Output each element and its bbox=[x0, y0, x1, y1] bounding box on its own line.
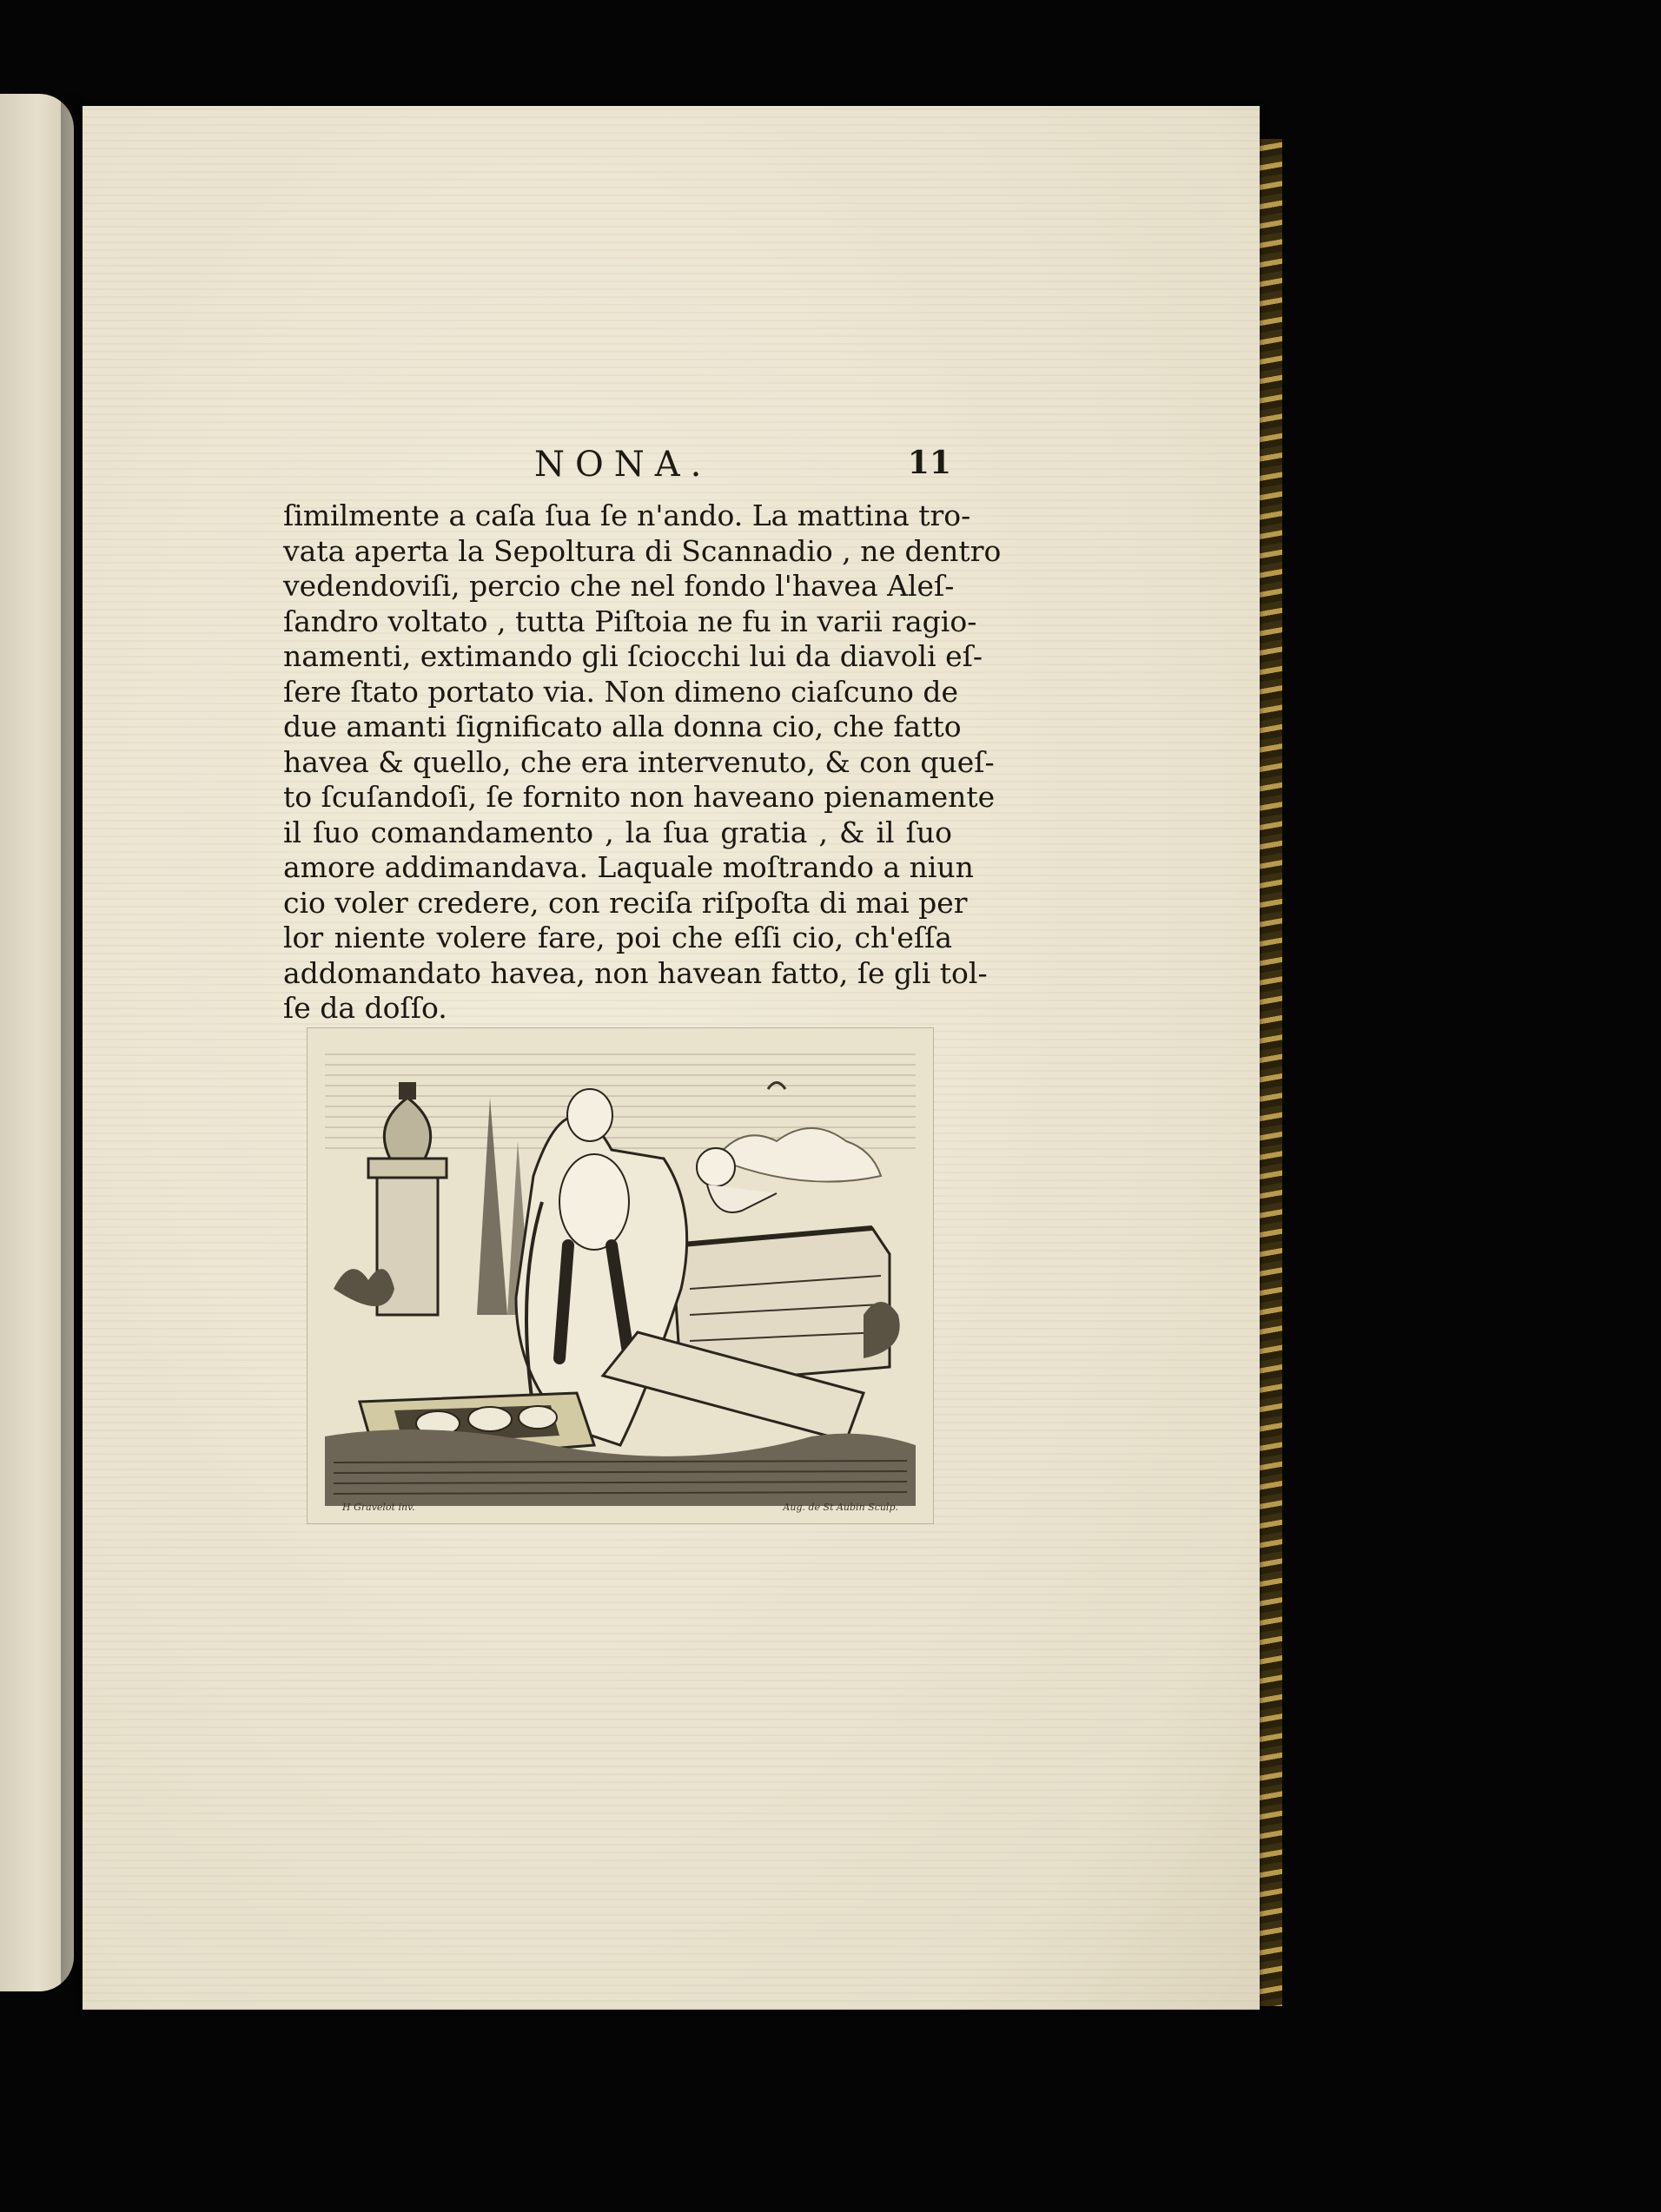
text-line: ſandro voltato , tutta Piſtoia ne fu in varii ragio- bbox=[283, 604, 977, 638]
text-line: ſere ſtato portato via. Non dimeno ciaſcuno de bbox=[283, 674, 958, 709]
inventor-credit: H Gravelot inv. bbox=[342, 1502, 415, 1513]
text-line: cio voler credere, con reciſa riſpoſta di mai per bbox=[283, 885, 968, 920]
text-line: havea & quello, che era intervenuto, & con queſ- bbox=[283, 744, 995, 779]
running-head: NONA. bbox=[534, 445, 712, 485]
text-line: vedendoviſi, percio che nel fondo l'havea Aleſ- bbox=[283, 569, 955, 603]
text-line: namenti, extimando gli ſciocchi lui da diavoli eſ- bbox=[283, 639, 983, 673]
text-line: due amanti ſignificato alla donna cio, che fatto bbox=[283, 710, 962, 743]
text-line: ſimilmente a caſa ſua ſe n'ando. La mattina tro- bbox=[283, 499, 971, 532]
engraver-credit: Aug. de St Aubin Sculp. bbox=[783, 1502, 898, 1513]
text-line: il ſuo comandamento , la ſua gratia , & il ſuo bbox=[283, 815, 952, 849]
text-line: lor niente volere fare, poi che eſſi cio, ch'eſſa bbox=[283, 921, 952, 954]
page-number: 11 bbox=[907, 445, 951, 481]
text-line: addomandato havea, non havean fatto, ſe gli tol- bbox=[283, 955, 988, 990]
text-line: vata aperta la Sepoltura di Scannadio , ne dentro bbox=[283, 533, 1002, 568]
text-line: amore addimandava. Laquale moſtrando a niun bbox=[283, 850, 974, 884]
body-text bbox=[283, 499, 1002, 1027]
engraving-illustration bbox=[308, 1028, 933, 1523]
text-line: to ſcuſandoſi, ſe fornito non haveano pienamente bbox=[283, 780, 996, 814]
book-binding-edge bbox=[1260, 139, 1282, 2006]
text-line: ſe da doſſo. bbox=[283, 991, 447, 1025]
engraving-plate bbox=[307, 1027, 934, 1524]
page-header bbox=[282, 445, 951, 497]
